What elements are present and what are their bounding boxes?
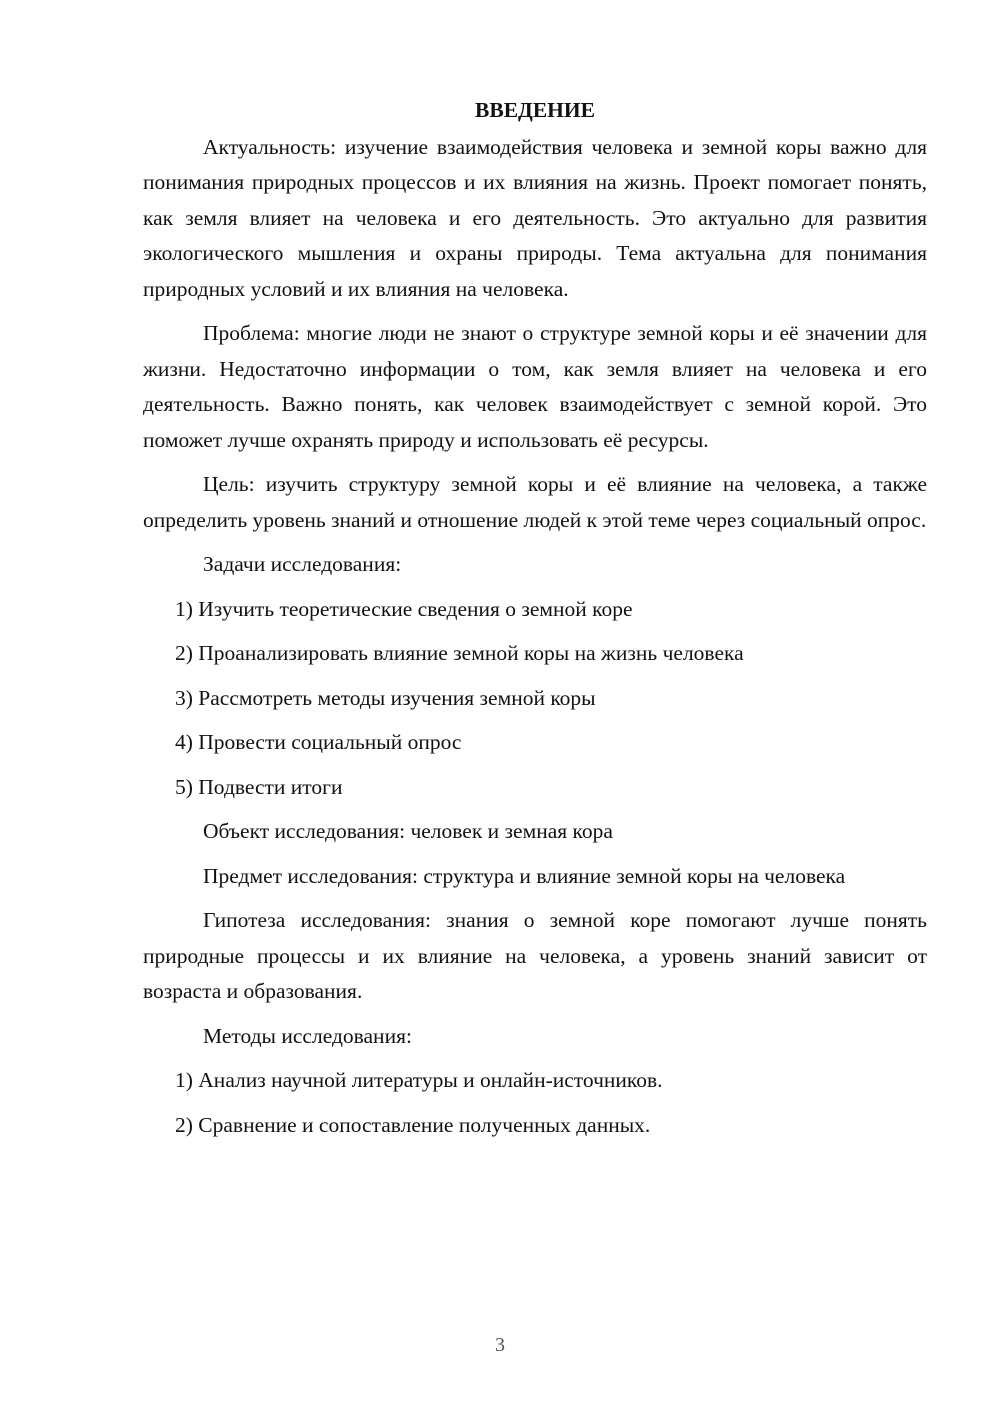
- method-item-1: 1) Анализ научной литературы и онлайн-источников.: [175, 1068, 663, 1092]
- object-line: Объект исследования: человек и земная кора: [203, 819, 613, 843]
- page-content: [143, 93, 927, 1152]
- hypothesis-paragraph: Гипотеза исследования: знания о земной коре помогают лучше понять природные процессы и их влияние на человека, а уровень знаний зависит от возраста и образования.: [143, 908, 927, 1003]
- goal-paragraph: Цель: изучить структуру земной коры и её влияние на человека, а также определить уровень знаний и отношение людей к этой теме через социальный опрос.: [143, 472, 927, 532]
- task-item-5: 5) Подвести итоги: [175, 774, 343, 799]
- subject-paragraph: Предмет исследования: структура и влияние земной коры на человека: [203, 863, 846, 888]
- relevance-paragraph: Актуальность: изучение взаимодействия человека и земной коры важно для понимания природных процессов и их влияния на жизнь. Проект помогает понять, как земля влияет на человека и его деятельность. Это актуально для развития экологического мышления и охраны природы. Тема актуальна для понимания природных условий и их влияния на человека.: [143, 134, 927, 301]
- method-item-2: 2) Сравнение и сопоставление полученных данных.: [175, 1112, 651, 1137]
- task-item-2: 2) Проанализировать влияние земной коры на жизнь человека: [175, 641, 744, 665]
- methods-heading: Методы исследования:: [203, 1023, 412, 1048]
- page-number: 3: [495, 1334, 505, 1356]
- problem-paragraph: Проблема: многие люди не знают о структуре земной коры и её значении для жизни. Недостаточно информации о том, как земля влияет на человека и его деятельность. Важно понять, как человек взаимодействует с земной корой. Это поможет лучше охранять природу и использовать её ресурсы.: [143, 321, 927, 452]
- task-item-3: 3) Рассмотреть методы изучения земной коры: [175, 685, 596, 710]
- task-item-4: 4) Провести социальный опрос: [175, 730, 462, 754]
- task-item-1: 1) Изучить теоретические сведения о земной коре: [175, 596, 633, 621]
- section-title: ВВЕДЕНИЕ: [475, 98, 595, 122]
- tasks-heading: Задачи исследования:: [203, 552, 402, 576]
